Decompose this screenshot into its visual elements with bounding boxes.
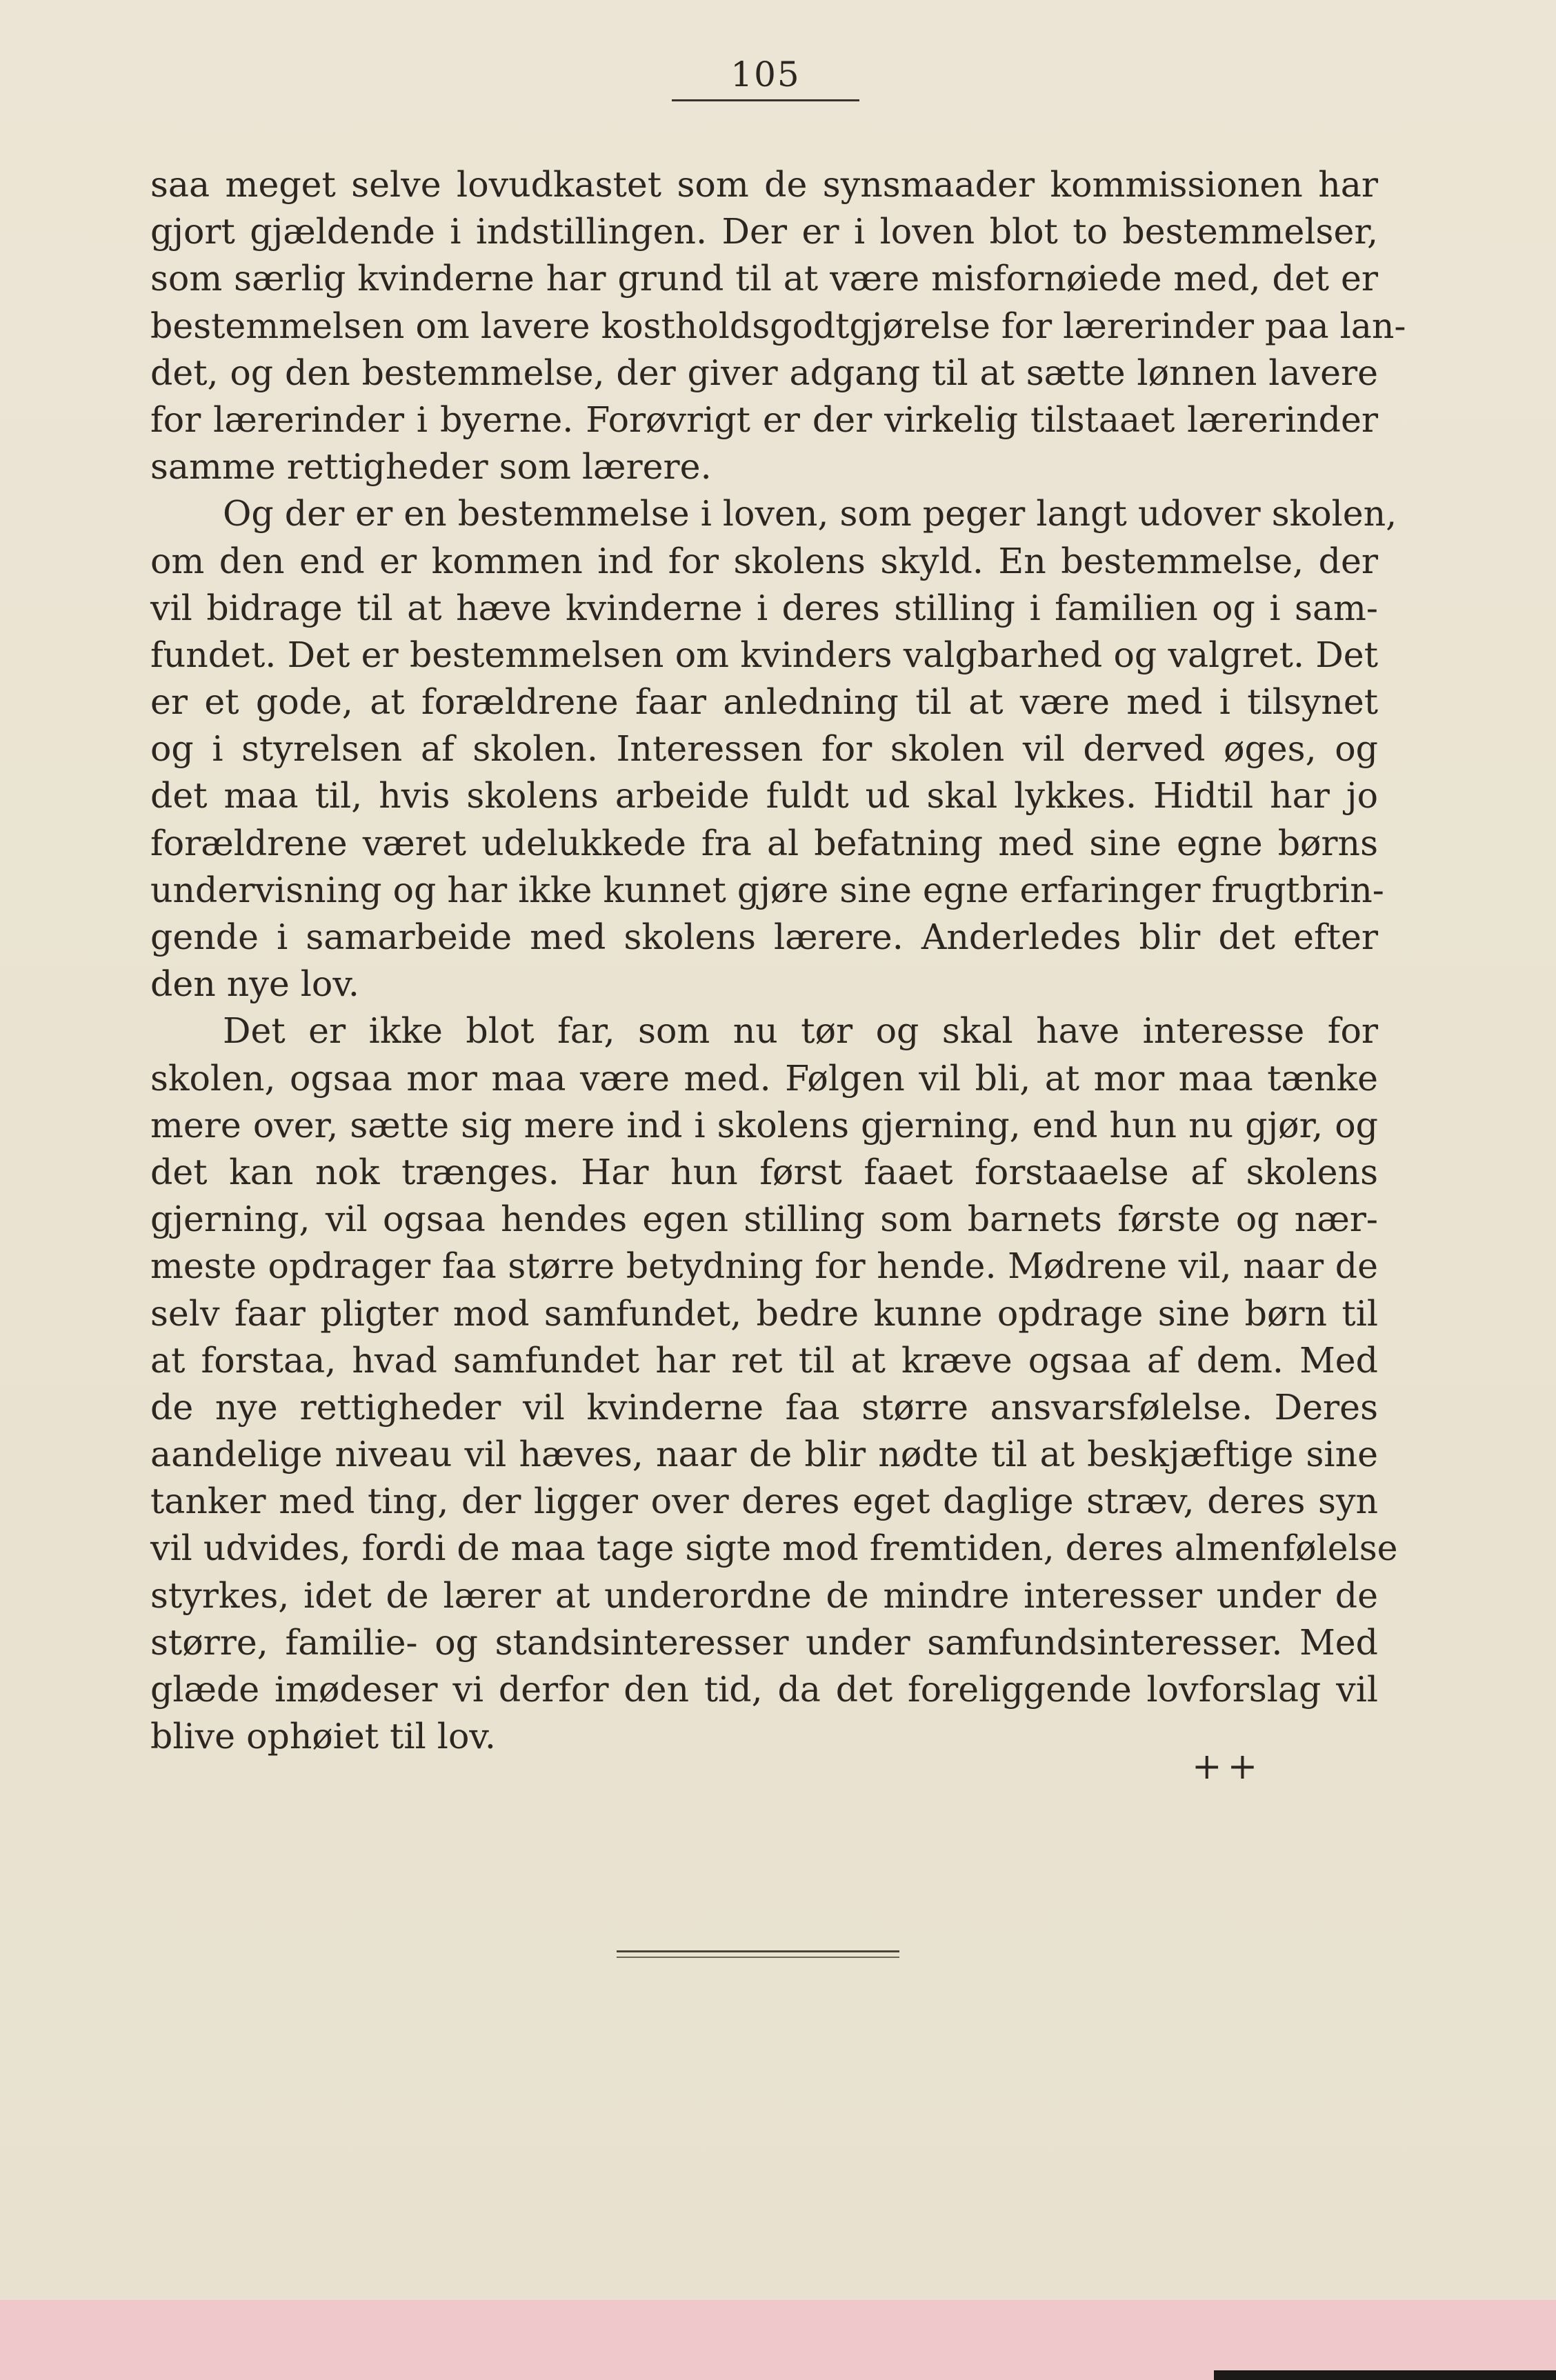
end-mark: ++	[1192, 1746, 1264, 1788]
text-line: skolen, ogsaa mor maa være med. Følgen vil bli, at mor maa tænke	[150, 1057, 1378, 1099]
text-line: for lærerinder i byerne. Forøvrigt er der virkelig tilstaaet lærerinder	[150, 399, 1378, 440]
text-line: fundet. Det er bestemmelsen om kvinders valgbarhed og valgret. Det	[150, 634, 1378, 675]
text-line: gjort gjældende i indstillingen. Der er i loven blot to bestemmelser,	[150, 211, 1378, 252]
text-line: vil bidrage til at hæve kvinderne i deres stilling i familien og i sam-	[150, 587, 1378, 628]
text-line: meste opdrager faa større betydning for hende. Mødrene vil, naar de	[150, 1246, 1378, 1287]
page-header	[672, 54, 859, 101]
text-line: om den end er kommen ind for skolens skyld. En bestemmelse, der	[150, 540, 1378, 581]
text-line: det, og den bestemmelse, der giver adgang til at sætte lønnen lavere	[150, 352, 1378, 393]
text-line: blive ophøiet til lov.	[150, 1716, 496, 1757]
text-line: Det er ikke blot far, som nu tør og skal have interesse for	[223, 1010, 1378, 1052]
closing-divider	[617, 1950, 899, 1958]
text-line: og i styrelsen af skolen. Interessen for skolen vil derved øges, og	[150, 728, 1378, 770]
header-rule	[672, 99, 859, 101]
text-line: større, familie- og standsinteresser under samfundsinteresser. Med	[150, 1621, 1378, 1663]
text-line: de nye rettigheder vil kvinderne faa større ansvarsfølelse. Deres	[150, 1386, 1378, 1428]
text-line: tanker med ting, der ligger over deres eget daglige stræv, deres syn	[150, 1481, 1378, 1522]
text-line: gende i samarbeide med skolens lærere. Anderledes blir det efter	[150, 917, 1378, 957]
text-line: den nye lov.	[150, 963, 359, 1005]
text-line: det kan nok trænges. Har hun først faaet forstaaelse af skolens	[150, 1151, 1378, 1192]
body-text	[150, 161, 1406, 1760]
text-line: selv faar pligter mod samfundet, bedre kunne opdrage sine børn til	[150, 1292, 1378, 1334]
text-line: styrkes, idet de lærer at underordne de mindre interesser under de	[150, 1574, 1378, 1616]
divider-rule-bottom	[617, 1957, 899, 1958]
text-line: bestemmelsen om lavere kostholdsgodtgjørelse for lærerinder paa lan-	[150, 305, 1406, 346]
text-line: at forstaa, hvad samfundet har ret til at kræve ogsaa af dem. Med	[150, 1339, 1378, 1381]
text-line: glæde imødeser vi derfor den tid, da det foreliggende lovforslag vil	[150, 1669, 1378, 1710]
scan-edge-strip	[1214, 2370, 1556, 2380]
text-line: forældrene været udelukkede fra al befatning med sine egne børns	[150, 822, 1378, 863]
text-line: det maa til, hvis skolens arbeide fuldt ud skal lykkes. Hidtil har jo	[150, 775, 1378, 817]
text-line: vil udvides, fordi de maa tage sigte mod fremtiden, deres almenfølelse	[150, 1528, 1398, 1569]
text-line: samme rettigheder som lærere.	[150, 446, 712, 488]
text-line: er et gode, at forældrene faar anledning til at være med i tilsynet	[150, 681, 1378, 723]
text-line: aandelige niveau vil hæves, naar de blir nødte til at beskjæftige sine	[150, 1434, 1378, 1475]
text-line: saa meget selve lovudkastet som de synsmaader kommissionen har	[150, 164, 1378, 205]
text-line: som særlig kvinderne har grund til at være misfornøiede med, det er	[150, 258, 1378, 299]
text-line: undervisning og har ikke kunnet gjøre sine egne erfaringer frugtbrin-	[150, 869, 1384, 910]
divider-rule-top	[617, 1950, 899, 1952]
text-line: mere over, sætte sig mere ind i skolens gjerning, end hun nu gjør, og	[150, 1104, 1378, 1146]
scan-background-band	[0, 2300, 1556, 2380]
page-number: 105	[730, 54, 801, 94]
text-line: Og der er en bestemmelse i loven, som peger langt udover skolen,	[223, 493, 1397, 534]
text-line: gjerning, vil ogsaa hendes egen stilling som barnets første og nær-	[150, 1199, 1378, 1240]
